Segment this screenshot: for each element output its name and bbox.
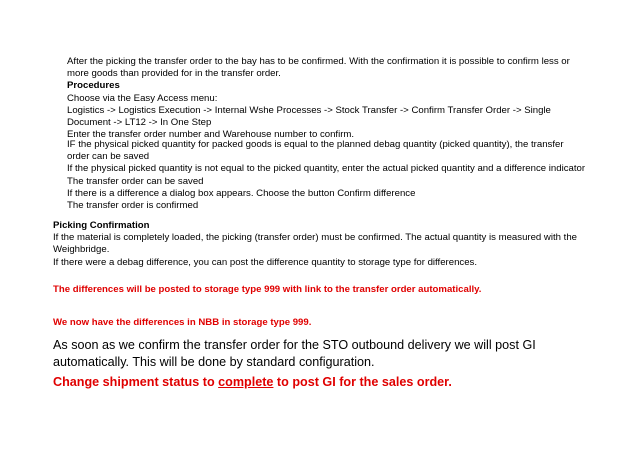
intro-paragraph: After the picking the transfer order to the bay has to be confirmed. With the confirmation it is possible to confirm less or more goods than provided for in the transfer order. <box>67 56 570 80</box>
intro-section <box>67 56 587 141</box>
procedures-heading: Procedures <box>67 80 120 92</box>
menu-path: Logistics -> Logistics Execution -> Internal Wshe Processes -> Stock Transfer -> Confirm Transfer Order -> Single Document -> LT12 -> In One Step <box>67 104 551 129</box>
enter-instruction: Enter the transfer order number and Warehouse number to confirm. <box>67 129 355 141</box>
easy-access-line: Choose via the Easy Access menu: <box>67 92 218 104</box>
rule-line-2: If the physical picked quantity is not equal to the picked quantity, enter the actual picked quantity and a difference indicator <box>67 163 586 175</box>
complete-keyword: complete <box>218 375 274 389</box>
picking-confirmation-section <box>53 220 587 269</box>
rule-line-5: The transfer order is confirmed <box>67 200 199 212</box>
red-note-1: The differences will be posted to storage type 999 with link to the transfer order automatically. <box>53 284 482 295</box>
picking-heading: Picking Confirmation <box>53 220 150 231</box>
rule-line-4: If there is a difference a dialog box appears. Choose the button Confirm difference <box>67 187 416 199</box>
shipment-status-prefix: Change shipment status to <box>53 375 219 389</box>
picking-line-2: If there were a debag difference, you can post the difference quantity to storage type for differences. <box>53 256 477 268</box>
rules-section <box>67 139 587 212</box>
red-note-2: We now have the differences in NBB in storage type 999. <box>53 317 312 328</box>
shipment-status-note <box>53 374 587 391</box>
picking-line-1: If the material is completely loaded, the picking (transfer order) must be confirmed. The actual quantity is measured with the Weighbridge. <box>53 232 577 256</box>
gi-paragraph: As soon as we confirm the transfer order for the STO outbound delivery we will post GI automatically. This will be done by standard configuration. <box>53 338 536 369</box>
rule-line-3: The transfer order can be saved <box>67 175 204 187</box>
rule-line-1: IF the physical picked quantity for packed goods is equal to the planned debag quantity (picked quantity), the transfer order can be saved <box>67 139 564 163</box>
shipment-status-suffix: to post GI for the sales order. <box>273 375 452 389</box>
